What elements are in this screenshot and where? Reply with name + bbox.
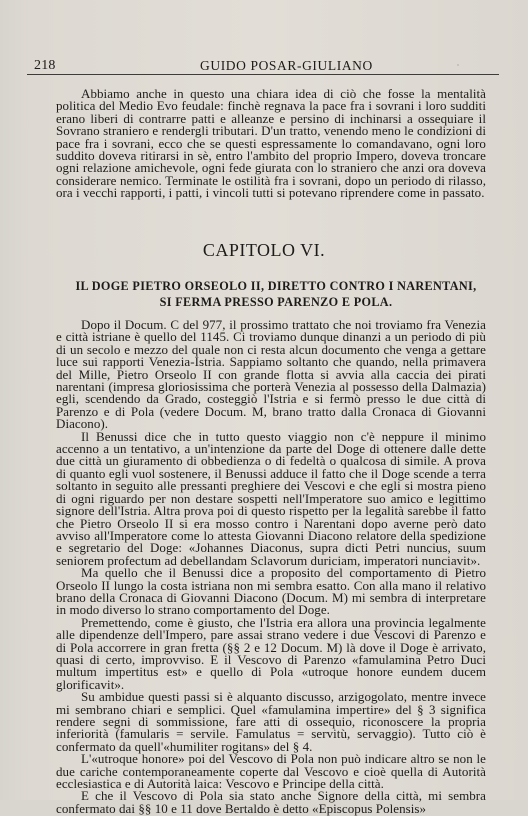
chapter-body bbox=[56, 319, 486, 815]
chapter-title: CAPITOLO VI. bbox=[202, 240, 326, 260]
page-number: 218 bbox=[34, 58, 56, 73]
body-paragraph: Premettendo, come è giusto, che l'Istria era allora una provincia legalmente alle dipendenze dell'Impero, pare assai strano vedere i due Vescovi di Parenzo e di Pola accorrere in gran fretta (§§ 2 e 12 Docum. M) là dove il Doge è arrivato, quasi di certo, improvviso. E il Vescovo di Parenzo «famulamina Petro Duci multum impertitus est» e quello di Pola «utroque honore eundem ducem glorificavit». bbox=[56, 614, 486, 692]
page-header bbox=[34, 58, 492, 74]
body-paragraph: Dopo il Docum. C del 977, il prossimo trattato che noi troviamo fra Venezia e città istriane è quello del 1145. Ci troviamo dunque dinanzi a un periodo di più di un secolo e mezzo del quale non ci resta alcun documento che venga a gettare luce sui rapporti Venezia-Istria. Sappiamo soltanto che quando, nella primavera del Mille, Pietro Orseolo II con grande flotta si avvia alla caccia dei pirati narentani (impresa gloriosissima che porterà Venezia al possesso della Dalmazia) egli, scendendo da Grado, costeggiò l'Istria e si fermò presso le due città di Parenzo e di Pola (vedere Docum. M, brano tratto dalla Cronaca di Giovanni Diacono). bbox=[56, 317, 486, 432]
chapter-subtitle: IL DOGE PIETRO ORSEOLO II, DIRETTO CONTRO I NARENTANI, SI FERMA PRESSO PARENZO E POLA. bbox=[75, 279, 477, 309]
header-rule bbox=[27, 74, 499, 75]
body-paragraph: Il Benussi dice che in tutto questo viaggio non c'è neppure il minimo accenno a un tentativo, a un'intenzione da parte del Doge di ottenere dalle dette due città un giuramento di obbedienza o di fedeltà o qualcosa di simile. A prova di quanto egli vuol sostenere, il Benussi adduce il fatto che il Doge scende a terra soltanto in seguito alle pressanti preghiere dei Vescovi e che egli si mostra pieno di ogni riguardo per non destare sospetti nell'Imperatore suo amico e legittimo signore dell'Istria. Altra prova poi di questo rispetto per la legalità sarebbe il fatto che Pietro Orseolo II si era mosso contro i Narentani dopo averne però dato avviso all'Imperatore come lo attesta Giovanni Diacono relatore della spedizione e segretario del Doge: «Johannes Diaconus, supra dicti Petri nuncius, suum seniorem profectum ad debellandam Sclavorum duriciam, imperatori nunciavit». bbox=[56, 428, 486, 568]
intro-text-block bbox=[56, 88, 486, 200]
running-head: GUIDO POSAR-GIULIANO bbox=[200, 58, 373, 73]
body-paragraph: L'«utroque honore» poi del Vescovo di Pola non può indicare altro se non le due cariche contemporaneamente coperte dal Vescovo e cioè quella di Autorità ecclesiastica e di Autorità laica: Vescovo e Principe della città. bbox=[56, 751, 486, 792]
body-paragraph: E che il Vescovo di Pola sia stato anche Signore della città, mi sembra confermato dai §§ 10 e 11 dove Bertaldo è detto «Episcopus Polensis» bbox=[56, 788, 486, 816]
body-paragraph: Su ambidue questi passi si è alquanto discusso, arzigogolato, mentre invece mi sembrano chiari e semplici. Quel «famulamina impertire» del § 3 significa rendere segni di sommissione, fare atti di ossequio, riconoscere la propria inferiorità (famularis = servile. Famulatus = servitù, servaggio). Tutto ciò è confermato da quell'«humiliter rogitans» del § 4. bbox=[56, 689, 486, 754]
body-paragraph: Ma quello che il Benussi dice a proposito del comportamento di Pietro Orseolo II lungo la costa istriana non mi sembra esatto. Con alla mano il relativo brano della Cronaca di Giovanni Diacono (Docum. M) mi sembra di interpretare in modo diverso lo strano comportamento del Doge. bbox=[56, 565, 486, 618]
intro-paragraph: Abbiamo anche in questo una chiara idea di ciò che fosse la mentalità politica del Medio Evo feudale: finchè regnava la pace fra i sovrani i loro sudditi erano liberi di contrarre patti e alleanze e persino di inchinarsi a ossequiare il Sovrano straniero e rendergli tributari. D'un tratto, venendo meno le condizioni di pace fra i sovrani, ecco che se questi espressamente lo comandavano, ogni loro suddito doveva ritirarsi in sè, entro l'ambito del proprio Impero, doveva troncare ogni relazione amichevole, ogni fede giurata con lo straniero che anzi ora doveva considerare nemico. Terminate le ostilità fra i sovrani, dopo un periodo di rilasso, ora i vecchi rapporti, i patti, i vincoli tutti si potevano riprendere come in passato. bbox=[56, 86, 486, 201]
